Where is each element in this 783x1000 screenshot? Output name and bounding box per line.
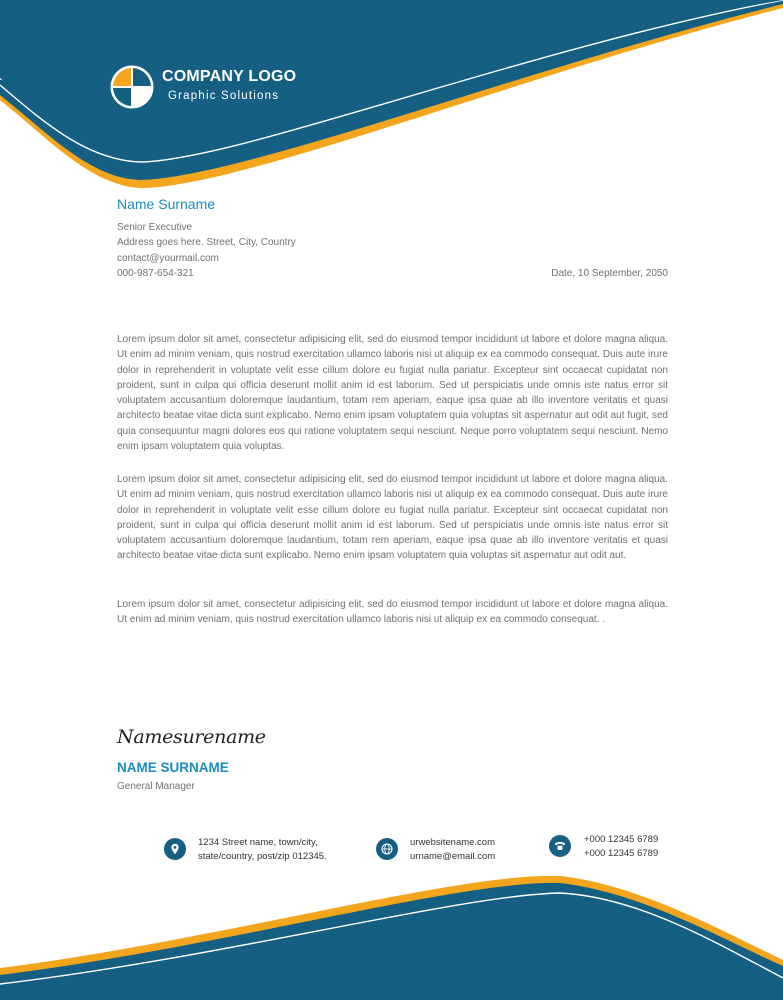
letter-date: Date, 10 September, 2050 <box>551 268 668 279</box>
globe-icon <box>376 838 398 860</box>
footer-address <box>198 836 327 863</box>
body-paragraph: Lorem ipsum dolor sit amet, consectetur adipisicing elit, sed do eiusmod tempor incididunt ut labore et dolore magna aliqua. Ut enim ad minim veniam, quis nostrud exercitation ullamco laboris nisi ut aliquip ex ea commodo consequat. Duis aute irure dolor in reprehenderit in voluptate velit esse cillum dolore eu fugiat nulla pariatur. Excepteur sint occaecat cupidatat non proident, sunt in culpa qui officia deserunt mollit anim id est laborum. Sed ut perspiciatis unde omnis iste natus error sit voluptatem accusantium doloremque laudantium, totam rem aperiam, eaque ipsa quae ab illo inventore veritatis et quasi architecto beatae vitae dicta sunt explicabo. Nemo enim ipsam voluptatem quia voluptas sit aspernatur aut odit aut fugit, sed quia consequuntur magni dolores eos qui ratione voluptatem sequi nesciunt. Neque porro voluptatem sequi nesciunt. Nemo enim ipsam voluptatem quia voluptas. <box>117 334 668 453</box>
footer-web <box>410 836 495 863</box>
logo-subtitle: Graphic Solutions <box>168 90 280 102</box>
footer-phones <box>584 833 658 860</box>
sender-phone: 000-987-654-321 <box>117 268 194 279</box>
sender-address: Address goes here. Street, City, Country <box>117 237 296 248</box>
footer-address-line1: 1234 Street name, town/city, <box>198 837 318 848</box>
signatory-name: NAME SURNAME <box>117 760 229 775</box>
sender-title: Senior Executive <box>117 222 193 233</box>
company-logo-icon <box>110 65 154 109</box>
footer-phone-1: +000 12345 6789 <box>584 834 659 845</box>
sender-name: Name Surname <box>117 196 216 212</box>
footer-email[interactable]: urname@email.com <box>410 850 496 862</box>
signatory-role: General Manager <box>117 781 195 792</box>
footer-address-line2: state/country, post/zip 012345. <box>198 850 327 862</box>
handwritten-signature: Namesurename <box>117 726 266 748</box>
sender-email: contact@yourmail.com <box>117 253 219 264</box>
body-paragraph: Lorem ipsum dolor sit amet, consectetur adipisicing elit, sed do eiusmod tempor incididunt ut labore et dolore magna aliqua. Ut enim ad minim veniam, quis nostrud exercitation ullamco laboris nisi ut aliquip ex ea commodo consequat. Duis aute irure dolor in reprehenderit in voluptate velit esse cillum dolore eu fugiat nulla pariatur. Excepteur sint occaecat cupidatat non proident, sunt in culpa qui officia deserunt mollit anim id est laborum. Sed ut perspiciatis unde omnis iste natus error sit voluptatem accusantium doloremque laudantium, totam rem aperiam, eaque ipsa quae ab illo inventore veritatis et quasi architecto beatae vitae dicta sunt explicabo. Nemo enim ipsam voluptatem quia voluptas sit aspernatur aut odit aut. <box>117 474 668 562</box>
telephone-icon <box>549 835 571 857</box>
footer-website[interactable]: urwebsitename.com <box>410 837 496 848</box>
logo-title: COMPANY LOGO <box>162 68 297 85</box>
location-pin-icon <box>164 838 186 860</box>
footer-phone-2: +000 12345 6789 <box>584 847 659 859</box>
body-paragraph: Lorem ipsum dolor sit amet, consectetur adipisicing elit, sed do eiusmod tempor incididunt ut labore et dolore magna aliqua. Ut enim ad minim veniam, quis nostrud exercitation ullamco laboris nisi ut aliquip ex ea commodo consequat. . <box>117 599 668 626</box>
